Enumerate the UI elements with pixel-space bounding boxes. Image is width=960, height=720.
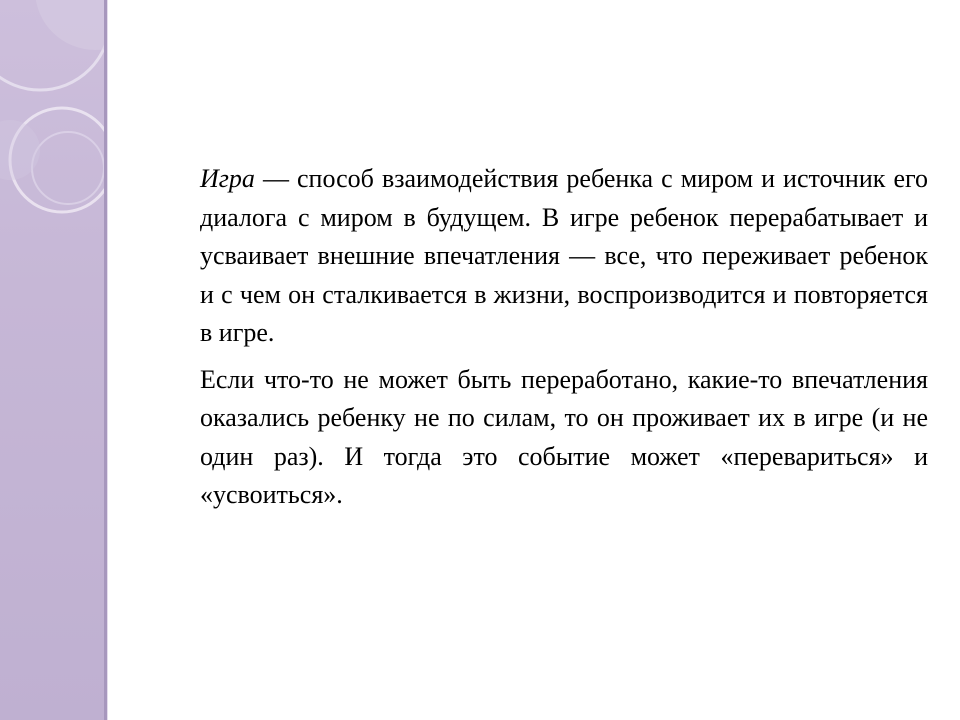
decorative-rings	[0, 0, 104, 720]
paragraph-1-text: — способ взаимодействия ребенка с миром и источник его диалога с миром в будущем. В игре ребенок перерабатывает и усваивает внешние впечатления — все, что переживает ребенок и с чем он сталкивается в жизни, воспроизводится и повторяется в игре.	[200, 164, 928, 347]
term-game: Игра	[200, 164, 255, 193]
decorative-side-panel	[0, 0, 104, 720]
paragraph-processing	[200, 361, 928, 515]
panel-edge-highlight	[107, 0, 108, 720]
paragraph-2-text: Если что-то не может быть переработано, какие-то впечатления оказались ребенку не по силам, то он проживает их в игре (и не один раз). И тогда это событие может «перевариться» и «усвоиться».	[200, 364, 928, 509]
slide-body	[200, 160, 928, 515]
paragraph-game-definition	[200, 160, 928, 353]
